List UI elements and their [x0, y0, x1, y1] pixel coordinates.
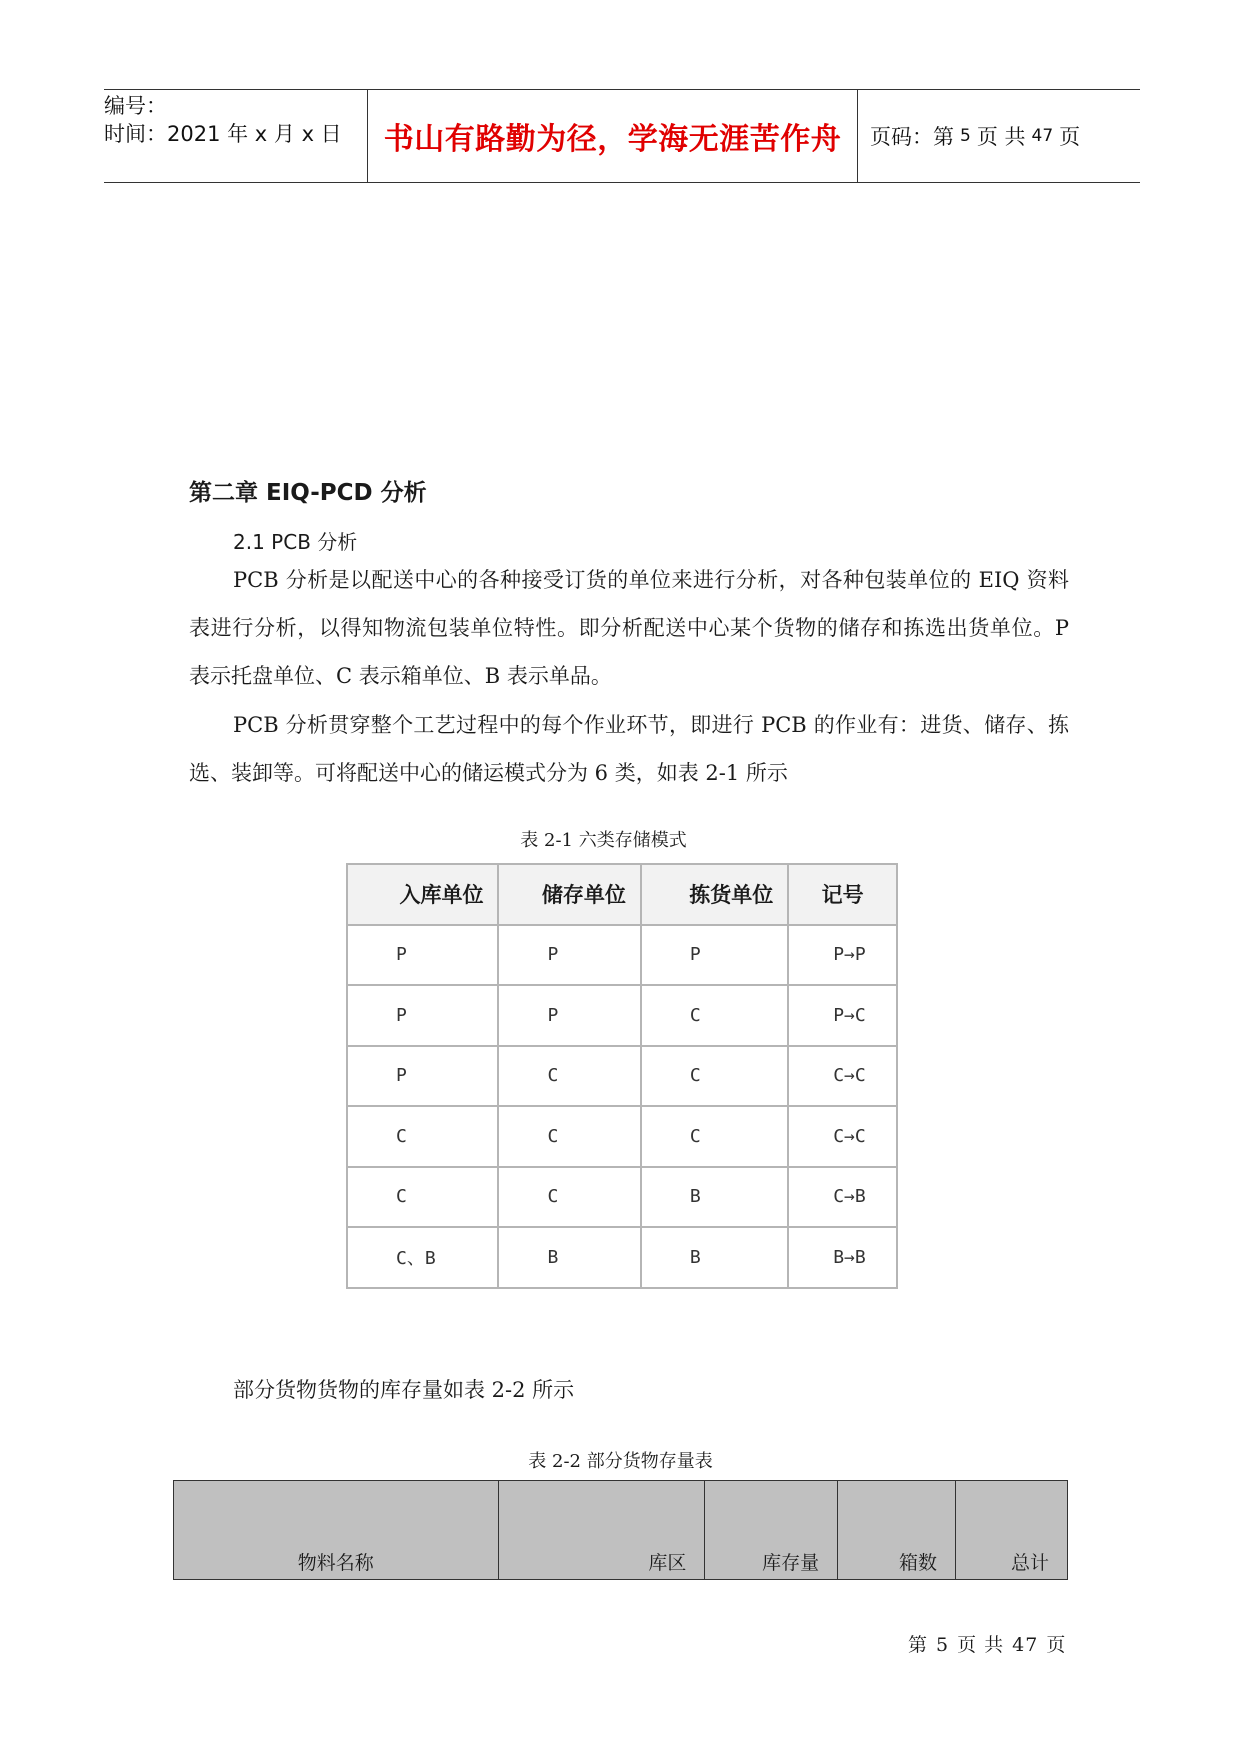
table-row: [347, 1167, 897, 1228]
page-header: [104, 89, 1140, 183]
table-cell: B: [641, 1227, 788, 1288]
table-row: [347, 1046, 897, 1107]
table-header-cell: 入库单位: [347, 864, 498, 925]
footer-prefix: 第: [908, 1634, 929, 1656]
table-cell: C、B: [347, 1227, 498, 1288]
table-header-cell: 库存量: [705, 1481, 838, 1580]
table-header-cell: 库区: [498, 1481, 705, 1580]
table-cell: P: [498, 925, 640, 986]
table-cell: C→C: [788, 1106, 897, 1167]
table-header-cell: 拣货单位: [641, 864, 788, 925]
table1-caption: 表 2-1 六类存储模式: [520, 830, 687, 851]
table-cell: C→C: [788, 1046, 897, 1107]
header-page-prefix: 页码：第: [870, 125, 954, 149]
header-number-label: 编号：: [104, 94, 167, 118]
table-cell: P→P: [788, 925, 897, 986]
header-page-info: [858, 90, 1140, 182]
header-motto: 书山有路勤为径，学海无涯苦作舟: [368, 90, 858, 182]
table-cell: C: [347, 1167, 498, 1228]
table-cell: C: [498, 1167, 640, 1228]
header-page-number: 5: [960, 126, 971, 146]
table-cell: C: [498, 1106, 640, 1167]
table-cell: C: [498, 1046, 640, 1107]
paragraph-inventory-intro: 部分货物货物的库存量如表 2-2 所示: [233, 1378, 575, 1402]
table-row: [347, 1227, 897, 1288]
table-cell: P→C: [788, 985, 897, 1046]
table-cell: B→B: [788, 1227, 897, 1288]
page-footer: [904, 1630, 1070, 1657]
table-cell: P: [347, 925, 498, 986]
header-page-total: 47: [1031, 126, 1054, 146]
table-cell: P: [347, 985, 498, 1046]
chapter-title: 第二章 EIQ-PCD 分析: [189, 480, 427, 506]
footer-suffix: 页: [1046, 1634, 1067, 1656]
header-page-mid: 页 共: [976, 125, 1026, 149]
table-cell: C: [347, 1106, 498, 1167]
table2-caption: 表 2-2 部分货物存量表: [528, 1451, 713, 1472]
table-header-cell: 总计: [956, 1481, 1068, 1580]
table-header-row: [347, 864, 897, 925]
header-time-label: 时间：2021 年 x 月 x 日: [104, 122, 342, 146]
table-cell: P: [347, 1046, 498, 1107]
section-title: 2.1 PCB 分析: [233, 530, 358, 554]
table-header-cell: 物料名称: [174, 1481, 499, 1580]
table-cell: C: [641, 985, 788, 1046]
footer-page-total: 47: [1012, 1634, 1039, 1656]
table-cell: C: [641, 1106, 788, 1167]
header-page-suffix: 页: [1059, 125, 1081, 149]
table-cell: B: [641, 1167, 788, 1228]
paragraph-pcb-intro: PCB 分析是以配送中心的各种接受订货的单位来进行分析，对各种包装单位的 EIQ 资料表进行分析，以得知物流包装单位特性。即分析配送中心某个货物的储存和拣选出货单位。P 表示托盘单位、C 表示箱单位、B 表示单品。: [189, 568, 1069, 688]
table-row: [347, 985, 897, 1046]
inventory-table: [173, 1480, 1068, 1580]
table-cell: P: [498, 985, 640, 1046]
table-cell: C→B: [788, 1167, 897, 1228]
table-header-cell: 记号: [788, 864, 897, 925]
paragraph-pcb-process: PCB 分析贯穿整个工艺过程中的每个作业环节，即进行 PCB 的作业有：进货、储存、拣选、装卸等。可将配送中心的储运模式分为 6 类，如表 2-1 所示: [189, 713, 1069, 785]
header-meta: [104, 90, 368, 182]
table-row: [347, 1106, 897, 1167]
footer-page-number: 5: [936, 1634, 950, 1656]
table-header-cell: 箱数: [838, 1481, 956, 1580]
footer-mid: 页 共: [957, 1634, 1005, 1656]
table-header-row: [174, 1481, 1068, 1580]
storage-mode-table: [346, 863, 898, 1289]
table-header-cell: 储存单位: [498, 864, 640, 925]
table-cell: C: [641, 1046, 788, 1107]
table-cell: B: [498, 1227, 640, 1288]
table-row: [347, 925, 897, 986]
table-cell: P: [641, 925, 788, 986]
